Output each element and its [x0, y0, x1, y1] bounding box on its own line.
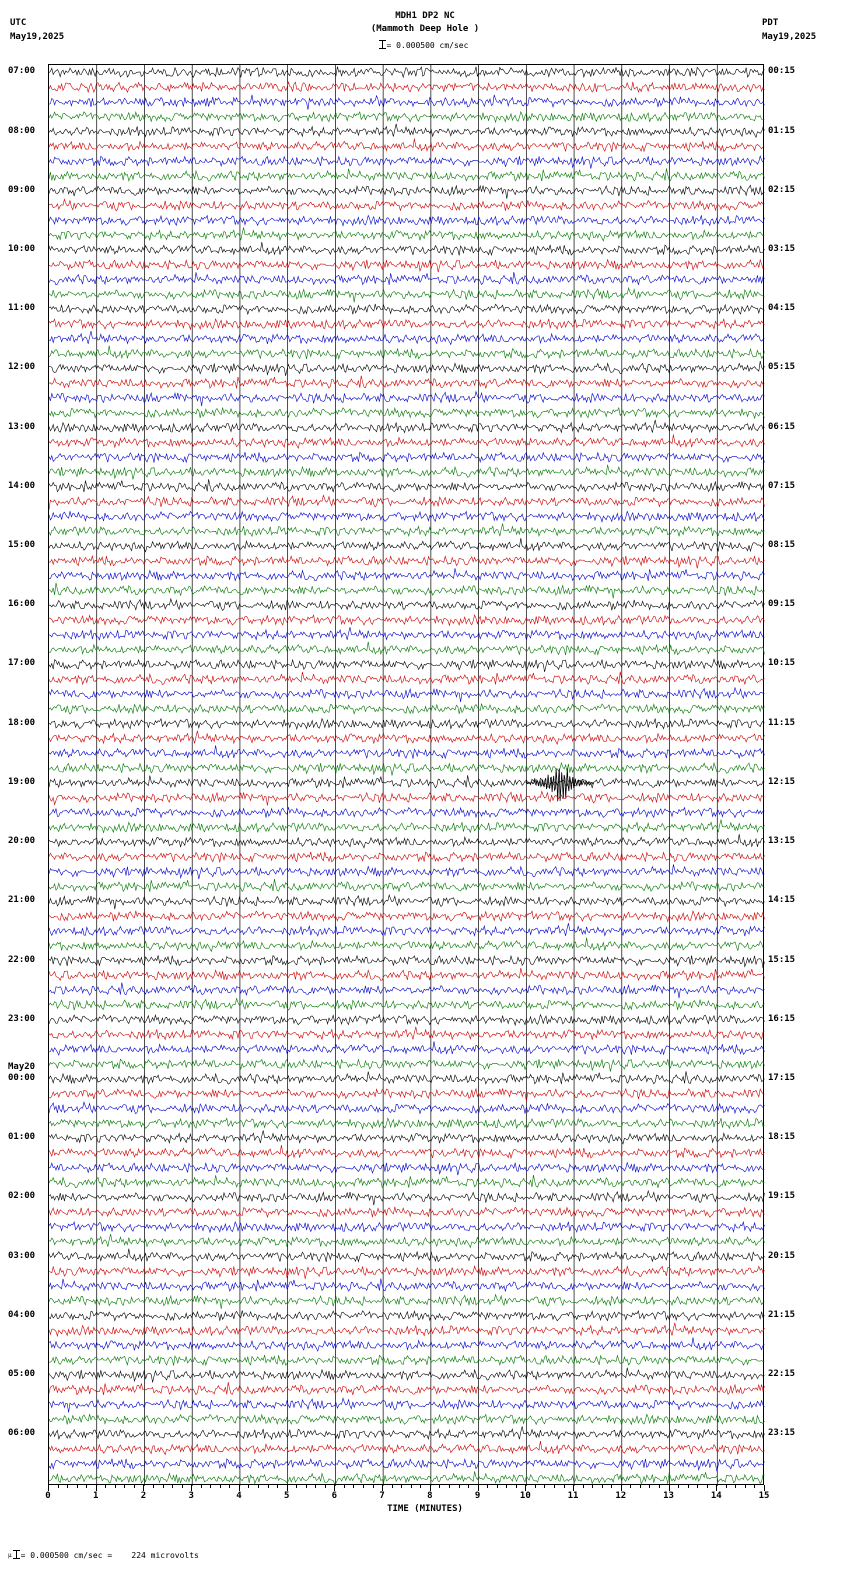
- right-hour-label: 00:15: [768, 66, 796, 77]
- x-axis: [45, 1485, 770, 1501]
- right-hour-label: 16:15: [768, 1013, 796, 1024]
- right-hour-label: 12:15: [768, 776, 796, 787]
- x-axis-minor-tick: [611, 1485, 612, 1488]
- right-hour-label: 04:15: [768, 303, 796, 314]
- left-hour-label: 01:00: [8, 1132, 36, 1143]
- x-axis-minor-tick: [325, 1485, 326, 1488]
- x-axis-minor-tick: [535, 1485, 536, 1488]
- right-hour-label: 09:15: [768, 599, 796, 610]
- x-axis-minor-tick: [201, 1485, 202, 1488]
- x-axis-minor-tick: [449, 1485, 450, 1488]
- x-axis-minor-tick: [344, 1485, 345, 1488]
- left-hour-label: 16:00: [8, 599, 36, 610]
- x-axis-minor-tick: [659, 1485, 660, 1488]
- x-axis-minor-tick: [745, 1485, 746, 1488]
- x-axis-minor-tick: [363, 1485, 364, 1488]
- left-hour-label: 05:00: [8, 1368, 36, 1379]
- right-timezone-label: PDT: [762, 18, 779, 28]
- x-axis-tick-label: 8: [427, 1491, 433, 1501]
- left-timezone-label: UTC: [10, 18, 27, 28]
- right-hour-label: 06:15: [768, 421, 796, 432]
- x-axis-minor-tick: [353, 1485, 354, 1488]
- x-axis-tick-label: 1: [93, 1491, 99, 1501]
- x-axis-minor-tick: [296, 1485, 297, 1488]
- left-date-label: May19,2025: [10, 32, 65, 42]
- x-axis-minor-tick: [468, 1485, 469, 1488]
- scale-legend-text: = 0.000500 cm/sec: [386, 41, 469, 50]
- station-subtitle: (Mammoth Deep Hole ): [370, 24, 480, 34]
- x-axis-minor-tick: [735, 1485, 736, 1488]
- helicorder-plot: [48, 64, 764, 1485]
- right-hour-label: 01:15: [768, 125, 796, 136]
- x-axis-minor-tick: [592, 1485, 593, 1488]
- x-axis-tick-label: 9: [474, 1491, 481, 1501]
- left-hour-label: 18:00: [8, 717, 36, 728]
- x-axis-minor-tick: [67, 1485, 68, 1488]
- left-hour-label: 09:00: [8, 184, 36, 195]
- x-axis-tick-label: 13: [663, 1491, 674, 1501]
- x-axis-minor-tick: [649, 1485, 650, 1488]
- x-axis-minor-tick: [315, 1485, 316, 1488]
- right-hour-label: 11:15: [768, 717, 796, 728]
- right-hour-label: 07:15: [768, 480, 796, 491]
- x-axis-minor-tick: [564, 1485, 565, 1488]
- right-hour-label: 14:15: [768, 895, 796, 906]
- x-axis-minor-tick: [210, 1485, 211, 1488]
- footer-text-before: = 0.000500 cm/sec =: [20, 1551, 113, 1560]
- x-axis-tick-label: 10: [519, 1491, 531, 1501]
- x-axis-minor-tick: [58, 1485, 59, 1488]
- left-hour-label: 03:00: [8, 1250, 36, 1261]
- right-date-label: May19,2025: [762, 32, 817, 42]
- left-day-marker-label: May20: [8, 1061, 36, 1072]
- right-hour-label: 17:15: [768, 1072, 796, 1083]
- x-axis-minor-tick: [401, 1485, 402, 1488]
- amplitude-scale-legend: [0, 40, 850, 50]
- x-axis-title: TIME (MINUTES): [387, 1504, 463, 1514]
- left-hour-label: 13:00: [8, 421, 36, 432]
- right-hour-label: 03:15: [768, 244, 796, 255]
- right-hour-label: 13:15: [768, 836, 796, 847]
- x-axis-minor-tick: [487, 1485, 488, 1488]
- x-axis-minor-tick: [583, 1485, 584, 1488]
- x-axis-minor-tick: [105, 1485, 106, 1488]
- scale-bar-icon: [382, 40, 383, 49]
- station-title: MDH1 DP2 NC: [395, 11, 455, 21]
- x-axis-minor-tick: [554, 1485, 555, 1488]
- left-hour-label: 15:00: [8, 540, 36, 551]
- x-axis-minor-tick: [544, 1485, 545, 1488]
- x-axis-minor-tick: [726, 1485, 727, 1488]
- x-axis-minor-tick: [268, 1485, 269, 1488]
- page-header: [0, 0, 850, 60]
- x-axis-minor-tick: [163, 1485, 164, 1488]
- left-hour-label: 17:00: [8, 658, 36, 669]
- x-axis-tick-label: 12: [615, 1491, 627, 1501]
- left-hour-label: 12:00: [8, 362, 36, 373]
- x-axis-minor-tick: [688, 1485, 689, 1488]
- x-axis-minor-tick: [182, 1485, 183, 1488]
- right-hour-label: 23:15: [768, 1428, 796, 1439]
- x-axis-tick-label: 4: [236, 1491, 242, 1501]
- x-axis-minor-tick: [248, 1485, 249, 1488]
- right-hour-label: 18:15: [768, 1132, 796, 1143]
- left-hour-label: 20:00: [8, 836, 36, 847]
- left-hour-label: 19:00: [8, 776, 36, 787]
- x-axis-minor-tick: [392, 1485, 393, 1488]
- left-hour-label: 08:00: [8, 125, 36, 136]
- x-axis-tick-label: 7: [379, 1491, 385, 1501]
- x-axis-minor-tick: [640, 1485, 641, 1488]
- x-axis-minor-tick: [373, 1485, 374, 1488]
- left-hour-label: 02:00: [8, 1191, 36, 1202]
- x-axis-minor-tick: [229, 1485, 230, 1488]
- x-axis-tick-label: 0: [45, 1491, 51, 1501]
- x-axis-minor-tick: [506, 1485, 507, 1488]
- left-hour-label: 00:00: [8, 1072, 36, 1083]
- x-axis-tick-label: 3: [188, 1491, 194, 1501]
- right-hour-label: 22:15: [768, 1368, 796, 1379]
- right-hour-label: 10:15: [768, 658, 796, 669]
- right-hour-label: 21:15: [768, 1309, 796, 1320]
- x-axis-minor-tick: [86, 1485, 87, 1488]
- left-hour-label: 06:00: [8, 1428, 36, 1439]
- right-hour-label: 19:15: [768, 1191, 796, 1202]
- x-axis-minor-tick: [678, 1485, 679, 1488]
- left-hour-label: 23:00: [8, 1013, 36, 1024]
- x-axis-minor-tick: [439, 1485, 440, 1488]
- left-hour-label: 14:00: [8, 480, 36, 491]
- x-axis-minor-tick: [77, 1485, 78, 1488]
- x-axis-minor-tick: [124, 1485, 125, 1488]
- x-axis-tick-label: 15: [758, 1491, 770, 1501]
- right-hour-label: 05:15: [768, 362, 796, 373]
- x-axis-minor-tick: [153, 1485, 154, 1488]
- x-axis-minor-tick: [115, 1485, 116, 1488]
- x-axis-minor-tick: [697, 1485, 698, 1488]
- x-axis-minor-tick: [630, 1485, 631, 1488]
- x-axis-minor-tick: [306, 1485, 307, 1488]
- micro-symbol: μ: [8, 1552, 12, 1559]
- x-axis-minor-tick: [707, 1485, 708, 1488]
- x-axis-minor-tick: [258, 1485, 259, 1488]
- x-axis-minor-tick: [277, 1485, 278, 1488]
- left-hour-label: 11:00: [8, 303, 36, 314]
- x-axis-tick-label: 11: [567, 1491, 579, 1501]
- x-axis-tick-label: 14: [710, 1491, 722, 1501]
- x-axis-minor-tick: [172, 1485, 173, 1488]
- left-hour-label: 07:00: [8, 66, 36, 77]
- x-axis-tick-label: 2: [140, 1491, 147, 1501]
- x-axis-minor-tick: [602, 1485, 603, 1488]
- left-hour-label: 21:00: [8, 895, 36, 906]
- footer-scale-bar-icon: [16, 1550, 17, 1559]
- right-hour-label: 02:15: [768, 184, 796, 195]
- x-axis-minor-tick: [420, 1485, 421, 1488]
- header-title-block: [0, 10, 850, 36]
- right-hour-label: 08:15: [768, 540, 796, 551]
- x-axis-minor-tick: [497, 1485, 498, 1488]
- x-axis-minor-tick: [134, 1485, 135, 1488]
- right-hour-label: 15:15: [768, 954, 796, 965]
- right-hour-label: 20:15: [768, 1250, 796, 1261]
- x-axis-minor-tick: [411, 1485, 412, 1488]
- x-axis-tick-label: 6: [331, 1491, 338, 1501]
- footer-text-after: 224 microvolts: [131, 1551, 199, 1560]
- x-axis-minor-tick: [516, 1485, 517, 1488]
- x-axis-minor-tick: [754, 1485, 755, 1488]
- x-axis-minor-tick: [220, 1485, 221, 1488]
- left-hour-label: 22:00: [8, 954, 36, 965]
- left-hour-label: 10:00: [8, 244, 36, 255]
- left-hour-label: 04:00: [8, 1309, 36, 1320]
- x-axis-minor-tick: [459, 1485, 460, 1488]
- x-axis-tick-label: 5: [283, 1491, 290, 1501]
- footer-scale-note: [8, 1550, 199, 1560]
